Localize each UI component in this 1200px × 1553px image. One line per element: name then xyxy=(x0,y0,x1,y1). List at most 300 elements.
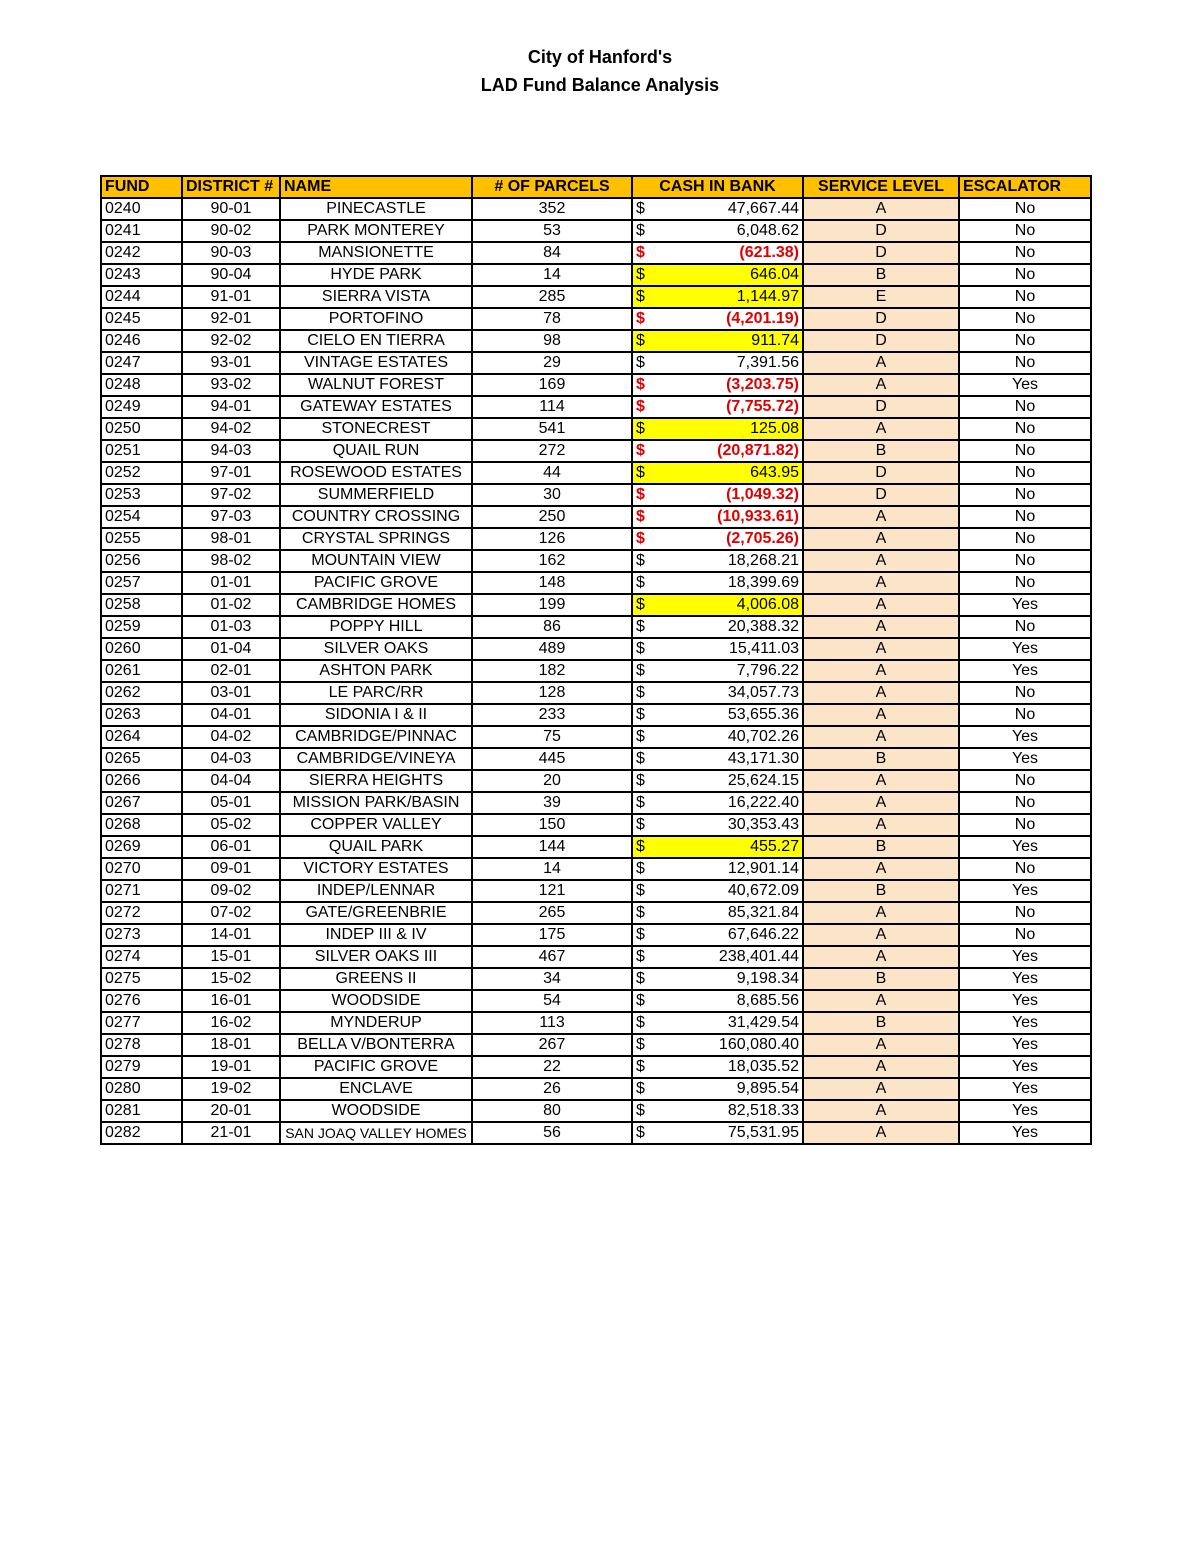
cash-amount: 53,655.36 xyxy=(727,706,799,723)
parcels-cell: 34 xyxy=(472,968,632,990)
cash-value-wrap xyxy=(636,353,799,373)
fund-cell: 0262 xyxy=(101,682,182,704)
fund-cell: 0265 xyxy=(101,748,182,770)
cash-value-wrap xyxy=(636,1057,799,1077)
fund-cell: 0250 xyxy=(101,418,182,440)
district-cell: 92-02 xyxy=(182,330,280,352)
fund-cell: 0273 xyxy=(101,924,182,946)
fund-cell: 0251 xyxy=(101,440,182,462)
service-level-cell: B xyxy=(803,748,959,770)
fund-cell: 0275 xyxy=(101,968,182,990)
cash-cell xyxy=(632,990,803,1012)
parcels-cell: 86 xyxy=(472,616,632,638)
cash-value-wrap xyxy=(636,705,799,725)
parcels-cell: 29 xyxy=(472,352,632,374)
col-header-service-level: SERVICE LEVEL xyxy=(803,176,959,198)
cash-value-wrap xyxy=(636,617,799,637)
escalator-cell: Yes xyxy=(959,726,1091,748)
cash-value-wrap xyxy=(636,991,799,1011)
escalator-cell: Yes xyxy=(959,990,1091,1012)
service-level-cell: A xyxy=(803,528,959,550)
cash-amount: 34,057.73 xyxy=(727,684,799,701)
cash-amount: 30,353.43 xyxy=(727,816,799,833)
escalator-cell: No xyxy=(959,330,1091,352)
cash-amount: 4,006.08 xyxy=(736,596,799,613)
escalator-cell: No xyxy=(959,704,1091,726)
parcels-cell: 113 xyxy=(472,1012,632,1034)
table-row xyxy=(101,1056,1091,1078)
fund-cell: 0267 xyxy=(101,792,182,814)
cash-amount: (2,705.26) xyxy=(726,530,799,547)
district-cell: 05-02 xyxy=(182,814,280,836)
fund-cell: 0260 xyxy=(101,638,182,660)
parcels-cell: 169 xyxy=(472,374,632,396)
name-cell: WALNUT FOREST xyxy=(280,374,472,396)
parcels-cell: 272 xyxy=(472,440,632,462)
district-cell: 01-04 xyxy=(182,638,280,660)
escalator-cell: No xyxy=(959,528,1091,550)
fund-cell: 0282 xyxy=(101,1122,182,1144)
currency-symbol: $ xyxy=(636,464,645,481)
service-level-cell: A xyxy=(803,1034,959,1056)
service-level-cell: A xyxy=(803,726,959,748)
cash-amount: 160,080.40 xyxy=(718,1036,799,1053)
district-cell: 02-01 xyxy=(182,660,280,682)
district-cell: 01-03 xyxy=(182,616,280,638)
cash-cell xyxy=(632,264,803,286)
cash-cell xyxy=(632,1012,803,1034)
escalator-cell: Yes xyxy=(959,748,1091,770)
cash-cell xyxy=(632,682,803,704)
parcels-cell: 39 xyxy=(472,792,632,814)
district-cell: 93-02 xyxy=(182,374,280,396)
name-cell: MOUNTAIN VIEW xyxy=(280,550,472,572)
cash-value-wrap xyxy=(636,287,799,307)
table-row xyxy=(101,726,1091,748)
table-row xyxy=(101,330,1091,352)
parcels-cell: 30 xyxy=(472,484,632,506)
cash-cell xyxy=(632,902,803,924)
name-cell: MISSION PARK/BASIN xyxy=(280,792,472,814)
service-level-cell: B xyxy=(803,880,959,902)
fund-cell: 0248 xyxy=(101,374,182,396)
parcels-cell: 22 xyxy=(472,1056,632,1078)
table-row xyxy=(101,1122,1091,1144)
district-cell: 07-02 xyxy=(182,902,280,924)
cash-cell xyxy=(632,198,803,220)
cash-cell xyxy=(632,572,803,594)
currency-symbol: $ xyxy=(636,332,645,349)
escalator-cell: No xyxy=(959,286,1091,308)
fund-cell: 0257 xyxy=(101,572,182,594)
cash-value-wrap xyxy=(636,859,799,879)
cash-value-wrap xyxy=(636,815,799,835)
escalator-cell: Yes xyxy=(959,1100,1091,1122)
table-row xyxy=(101,286,1091,308)
service-level-cell: D xyxy=(803,220,959,242)
fund-cell: 0261 xyxy=(101,660,182,682)
fund-cell: 0276 xyxy=(101,990,182,1012)
service-level-cell: D xyxy=(803,484,959,506)
fund-cell: 0241 xyxy=(101,220,182,242)
cash-amount: 6,048.62 xyxy=(736,222,799,239)
service-level-cell: A xyxy=(803,1100,959,1122)
parcels-cell: 84 xyxy=(472,242,632,264)
cash-amount: 18,035.52 xyxy=(727,1058,799,1075)
service-level-cell: A xyxy=(803,814,959,836)
currency-symbol: $ xyxy=(636,508,645,525)
service-level-cell: B xyxy=(803,440,959,462)
table-row xyxy=(101,308,1091,330)
district-cell: 04-03 xyxy=(182,748,280,770)
table-row xyxy=(101,220,1091,242)
currency-symbol: $ xyxy=(636,904,645,921)
cash-amount: 25,624.15 xyxy=(727,772,799,789)
service-level-cell: A xyxy=(803,638,959,660)
cash-amount: 238,401.44 xyxy=(718,948,799,965)
cash-value-wrap xyxy=(636,1101,799,1121)
currency-symbol: $ xyxy=(636,706,645,723)
district-cell: 09-02 xyxy=(182,880,280,902)
name-cell: INDEP III & IV xyxy=(280,924,472,946)
fund-cell: 0269 xyxy=(101,836,182,858)
cash-cell xyxy=(632,550,803,572)
table-row xyxy=(101,440,1091,462)
cash-amount: (10,933.61) xyxy=(717,508,799,525)
district-cell: 90-01 xyxy=(182,198,280,220)
currency-symbol: $ xyxy=(636,244,645,261)
cash-value-wrap xyxy=(636,881,799,901)
fund-cell: 0280 xyxy=(101,1078,182,1100)
district-cell: 06-01 xyxy=(182,836,280,858)
district-cell: 04-01 xyxy=(182,704,280,726)
cash-value-wrap xyxy=(636,573,799,593)
cash-value-wrap xyxy=(636,397,799,417)
currency-symbol: $ xyxy=(636,288,645,305)
district-cell: 01-02 xyxy=(182,594,280,616)
fund-cell: 0266 xyxy=(101,770,182,792)
escalator-cell: No xyxy=(959,396,1091,418)
parcels-cell: 250 xyxy=(472,506,632,528)
district-cell: 94-01 xyxy=(182,396,280,418)
name-cell: VINTAGE ESTATES xyxy=(280,352,472,374)
table-row xyxy=(101,814,1091,836)
name-cell: BELLA V/BONTERRA xyxy=(280,1034,472,1056)
fund-cell: 0242 xyxy=(101,242,182,264)
name-cell: COPPER VALLEY xyxy=(280,814,472,836)
service-level-cell: B xyxy=(803,264,959,286)
cash-cell xyxy=(632,462,803,484)
fund-cell: 0268 xyxy=(101,814,182,836)
parcels-cell: 121 xyxy=(472,880,632,902)
cash-amount: (4,201.19) xyxy=(726,310,799,327)
service-level-cell: A xyxy=(803,770,959,792)
cash-cell xyxy=(632,968,803,990)
escalator-cell: No xyxy=(959,924,1091,946)
parcels-cell: 54 xyxy=(472,990,632,1012)
service-level-cell: A xyxy=(803,1078,959,1100)
cash-cell xyxy=(632,770,803,792)
escalator-cell: Yes xyxy=(959,1056,1091,1078)
escalator-cell: No xyxy=(959,550,1091,572)
parcels-cell: 14 xyxy=(472,858,632,880)
currency-symbol: $ xyxy=(636,640,645,657)
cash-amount: 7,391.56 xyxy=(736,354,799,371)
currency-symbol: $ xyxy=(636,442,645,459)
cash-cell xyxy=(632,726,803,748)
table-row xyxy=(101,198,1091,220)
cash-amount: 18,399.69 xyxy=(727,574,799,591)
name-cell: HYDE PARK xyxy=(280,264,472,286)
escalator-cell: Yes xyxy=(959,1012,1091,1034)
cash-cell xyxy=(632,506,803,528)
service-level-cell: B xyxy=(803,1012,959,1034)
escalator-cell: Yes xyxy=(959,836,1091,858)
cash-value-wrap xyxy=(636,1079,799,1099)
name-cell: CRYSTAL SPRINGS xyxy=(280,528,472,550)
cash-value-wrap xyxy=(636,1013,799,1033)
fund-cell: 0277 xyxy=(101,1012,182,1034)
escalator-cell: Yes xyxy=(959,660,1091,682)
name-cell: GATE/GREENBRIE xyxy=(280,902,472,924)
table-row xyxy=(101,550,1091,572)
parcels-cell: 162 xyxy=(472,550,632,572)
fund-cell: 0281 xyxy=(101,1100,182,1122)
service-level-cell: A xyxy=(803,1122,959,1144)
service-level-cell: D xyxy=(803,330,959,352)
service-level-cell: A xyxy=(803,682,959,704)
cash-value-wrap xyxy=(636,463,799,483)
service-level-cell: A xyxy=(803,572,959,594)
table-row xyxy=(101,572,1091,594)
cash-value-wrap xyxy=(636,661,799,681)
cash-cell xyxy=(632,638,803,660)
currency-symbol: $ xyxy=(636,926,645,943)
cash-value-wrap xyxy=(636,793,799,813)
cash-amount: 75,531.95 xyxy=(727,1124,799,1141)
name-cell: PORTOFINO xyxy=(280,308,472,330)
table-row xyxy=(101,792,1091,814)
district-cell: 98-02 xyxy=(182,550,280,572)
parcels-cell: 56 xyxy=(472,1122,632,1144)
cash-cell xyxy=(632,858,803,880)
service-level-cell: B xyxy=(803,968,959,990)
name-cell: PACIFIC GROVE xyxy=(280,572,472,594)
fund-cell: 0243 xyxy=(101,264,182,286)
cash-cell xyxy=(632,1100,803,1122)
escalator-cell: No xyxy=(959,440,1091,462)
fund-cell: 0264 xyxy=(101,726,182,748)
name-cell: VICTORY ESTATES xyxy=(280,858,472,880)
name-cell: SILVER OAKS xyxy=(280,638,472,660)
service-level-cell: A xyxy=(803,1056,959,1078)
currency-symbol: $ xyxy=(636,838,645,855)
name-cell: SIERRA HEIGHTS xyxy=(280,770,472,792)
table-row xyxy=(101,858,1091,880)
parcels-cell: 78 xyxy=(472,308,632,330)
parcels-cell: 267 xyxy=(472,1034,632,1056)
cash-cell xyxy=(632,594,803,616)
name-cell: POPPY HILL xyxy=(280,616,472,638)
cash-amount: 643.95 xyxy=(750,464,799,481)
name-cell: INDEP/LENNAR xyxy=(280,880,472,902)
currency-symbol: $ xyxy=(636,266,645,283)
cash-value-wrap xyxy=(636,309,799,329)
escalator-cell: No xyxy=(959,616,1091,638)
fund-cell: 0247 xyxy=(101,352,182,374)
cash-value-wrap xyxy=(636,925,799,945)
service-level-cell: D xyxy=(803,308,959,330)
parcels-cell: 541 xyxy=(472,418,632,440)
cash-cell xyxy=(632,660,803,682)
cash-amount: 646.04 xyxy=(750,266,799,283)
escalator-cell: No xyxy=(959,418,1091,440)
col-header-name: NAME xyxy=(280,176,472,198)
district-cell: 90-03 xyxy=(182,242,280,264)
name-cell: SUMMERFIELD xyxy=(280,484,472,506)
col-header-district: DISTRICT # xyxy=(182,176,280,198)
currency-symbol: $ xyxy=(636,486,645,503)
escalator-cell: No xyxy=(959,682,1091,704)
cash-value-wrap xyxy=(636,903,799,923)
fund-cell: 0240 xyxy=(101,198,182,220)
district-cell: 97-03 xyxy=(182,506,280,528)
cash-cell xyxy=(632,704,803,726)
currency-symbol: $ xyxy=(636,1014,645,1031)
cash-cell xyxy=(632,374,803,396)
cash-value-wrap xyxy=(636,507,799,527)
service-level-cell: A xyxy=(803,506,959,528)
escalator-cell: Yes xyxy=(959,374,1091,396)
currency-symbol: $ xyxy=(636,1102,645,1119)
name-cell: CIELO EN TIERRA xyxy=(280,330,472,352)
district-cell: 92-01 xyxy=(182,308,280,330)
cash-amount: 8,685.56 xyxy=(736,992,799,1009)
currency-symbol: $ xyxy=(636,1080,645,1097)
name-cell: ROSEWOOD ESTATES xyxy=(280,462,472,484)
escalator-cell: No xyxy=(959,198,1091,220)
currency-symbol: $ xyxy=(636,772,645,789)
name-cell: COUNTRY CROSSING xyxy=(280,506,472,528)
district-cell: 97-01 xyxy=(182,462,280,484)
table-row xyxy=(101,242,1091,264)
cash-value-wrap xyxy=(636,727,799,747)
fund-cell: 0252 xyxy=(101,462,182,484)
district-cell: 16-01 xyxy=(182,990,280,1012)
fund-cell: 0259 xyxy=(101,616,182,638)
fund-cell: 0274 xyxy=(101,946,182,968)
currency-symbol: $ xyxy=(636,816,645,833)
escalator-cell: Yes xyxy=(959,968,1091,990)
name-cell: LE PARC/RR xyxy=(280,682,472,704)
currency-symbol: $ xyxy=(636,530,645,547)
fund-cell: 0253 xyxy=(101,484,182,506)
service-level-cell: A xyxy=(803,418,959,440)
district-cell: 19-01 xyxy=(182,1056,280,1078)
service-level-cell: A xyxy=(803,352,959,374)
cash-amount: 9,198.34 xyxy=(736,970,799,987)
cash-cell xyxy=(632,528,803,550)
table-row xyxy=(101,990,1091,1012)
fund-cell: 0244 xyxy=(101,286,182,308)
service-level-cell: A xyxy=(803,946,959,968)
currency-symbol: $ xyxy=(636,420,645,437)
cash-value-wrap xyxy=(636,1123,799,1143)
table-row xyxy=(101,1078,1091,1100)
service-level-cell: D xyxy=(803,396,959,418)
parcels-cell: 352 xyxy=(472,198,632,220)
name-cell: CAMBRIDGE HOMES xyxy=(280,594,472,616)
escalator-cell: No xyxy=(959,814,1091,836)
escalator-cell: No xyxy=(959,484,1091,506)
currency-symbol: $ xyxy=(636,860,645,877)
fund-cell: 0279 xyxy=(101,1056,182,1078)
cash-amount: (1,049.32) xyxy=(726,486,799,503)
parcels-cell: 175 xyxy=(472,924,632,946)
parcels-cell: 489 xyxy=(472,638,632,660)
cash-amount: 455.27 xyxy=(750,838,799,855)
escalator-cell: Yes xyxy=(959,1078,1091,1100)
cash-cell xyxy=(632,440,803,462)
cash-cell xyxy=(632,286,803,308)
service-level-cell: A xyxy=(803,792,959,814)
cash-value-wrap xyxy=(636,331,799,351)
cash-value-wrap xyxy=(636,529,799,549)
col-header-parcels: # OF PARCELS xyxy=(472,176,632,198)
fund-cell: 0256 xyxy=(101,550,182,572)
name-cell: CAMBRIDGE/PINNAC xyxy=(280,726,472,748)
parcels-cell: 148 xyxy=(472,572,632,594)
cash-cell xyxy=(632,946,803,968)
table-row xyxy=(101,1034,1091,1056)
fund-cell: 0249 xyxy=(101,396,182,418)
currency-symbol: $ xyxy=(636,794,645,811)
cash-cell xyxy=(632,748,803,770)
table-row xyxy=(101,506,1091,528)
name-cell: ASHTON PARK xyxy=(280,660,472,682)
cash-cell xyxy=(632,880,803,902)
cash-amount: 18,268.21 xyxy=(727,552,799,569)
cash-value-wrap xyxy=(636,1035,799,1055)
service-level-cell: A xyxy=(803,990,959,1012)
table-row xyxy=(101,704,1091,726)
escalator-cell: Yes xyxy=(959,638,1091,660)
cash-amount: 40,672.09 xyxy=(727,882,799,899)
table-row xyxy=(101,418,1091,440)
name-cell: STONECREST xyxy=(280,418,472,440)
cash-value-wrap xyxy=(636,771,799,791)
cash-amount: (20,871.82) xyxy=(717,442,799,459)
cash-cell xyxy=(632,1122,803,1144)
escalator-cell: No xyxy=(959,352,1091,374)
cash-value-wrap xyxy=(636,485,799,505)
currency-symbol: $ xyxy=(636,574,645,591)
cash-amount: 43,171.30 xyxy=(727,750,799,767)
service-level-cell: A xyxy=(803,902,959,924)
escalator-cell: No xyxy=(959,902,1091,924)
cash-cell xyxy=(632,330,803,352)
name-cell: CAMBRIDGE/VINEYA xyxy=(280,748,472,770)
table-body xyxy=(101,198,1091,1144)
cash-amount: 85,321.84 xyxy=(727,904,799,921)
escalator-cell: No xyxy=(959,308,1091,330)
district-cell: 15-01 xyxy=(182,946,280,968)
escalator-cell: No xyxy=(959,770,1091,792)
cash-amount: 15,411.03 xyxy=(729,640,799,657)
name-cell: PINECASTLE xyxy=(280,198,472,220)
escalator-cell: No xyxy=(959,572,1091,594)
parcels-cell: 445 xyxy=(472,748,632,770)
